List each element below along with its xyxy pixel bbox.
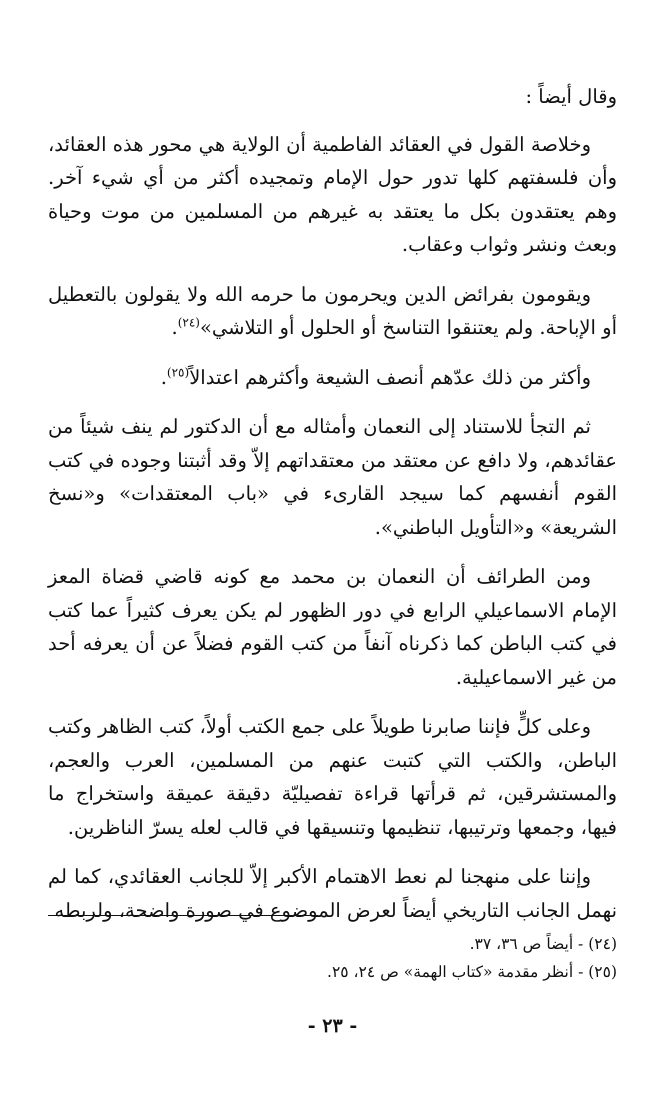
paragraph-4: ثم التجأ للاستناد إلى النعمان وأمثاله مع أن الدكتور لم ينف شيئاً من عقائدهم، ولا دافع عن معتقد من معتقداتهم إلاّ وقد أثبتنا وجوده في كتب القوم أنفسهم كما سيجد القارىء في «باب المعتقدات» و«نسخ الشريعة» و«التأويل الباطني». bbox=[48, 415, 617, 539]
footnote-24: (٢٤) - أيضاً ص ٣٦، ٣٧. bbox=[469, 935, 617, 953]
paragraph-6: وعلى كلٍّ فإننا صابرنا طويلاً على جمع الكتب أولاً، كتب الظاهر وكتب الباطن، والكتب التي كتبت عنهم من المسلمين، العرب والعجم، والمستشرقين، ثم قرأتها قراءة تفصيليّة دقيقة عميقة واستخراج ما فيها، وجمعها وترتيبها، تنظيمها وتنسيقها في قالب لعله يسرّ الناظرين. bbox=[48, 715, 617, 839]
paragraph-1: وخلاصة القول في العقائد الفاطمية أن الولاية هي محور هذه العقائد، وأن فلسفتهم كلها تدور حول الإمام وتمجيده أكثر من أي شيء آخر. وهم يعتقدون بكل ما يعتقد به غيرهم من المسلمين من موت وحياة وبعث ونشر وثواب وعقاب. bbox=[48, 132, 617, 256]
footnote-25: (٢٥) - أنظر مقدمة «كتاب الهمة» ص ٢٤، ٢٥. bbox=[327, 963, 617, 981]
footnote-ref-25: (٢٥) bbox=[166, 365, 190, 379]
paragraph-7: وإننا على منهجنا لم نعط الاهتمام الأكبر إلاّ للجانب العقائدي، كما لم نهمل الجانب التاريخي أيضاً لعرض الموضوع في صورة واضحة، ولربطه bbox=[48, 865, 617, 922]
paragraph-3: وأكثر من ذلك عدّهم أنصف الشيعة وأكثرهم اعتدالاً$^{(٢٥)}$. bbox=[160, 365, 591, 389]
paragraph-5: ومن الطرائف أن النعمان بن محمد مع كونه قاضي قضاة المعز الإمام الاسماعيلي الرابع في دور الظهور لم يكن يعرف كثيراً عما كتب في كتب الباطن كما ذكرناه آنفاً من كتب القوم فضلاً عن أن يعرفه أحد من غير الاسماعيلية. bbox=[48, 565, 617, 689]
footnotes bbox=[48, 930, 617, 986]
footnote-ref-24: (٢٤) bbox=[177, 315, 200, 330]
paragraph-2: ويقومون بفرائض الدين ويحرمون ما حرمه الله ولا يقولون بالتعطيل أو الإباحة. ولم يعتنقوا التناسخ أو الحلول أو التلاشي»$^{(٢٤)}$. bbox=[48, 282, 617, 339]
intro-line: وقال أيضاً : bbox=[525, 85, 617, 108]
page-number: - ٢٣ - bbox=[307, 1015, 358, 1037]
footnote-divider bbox=[48, 915, 318, 916]
page-body bbox=[48, 80, 617, 943]
